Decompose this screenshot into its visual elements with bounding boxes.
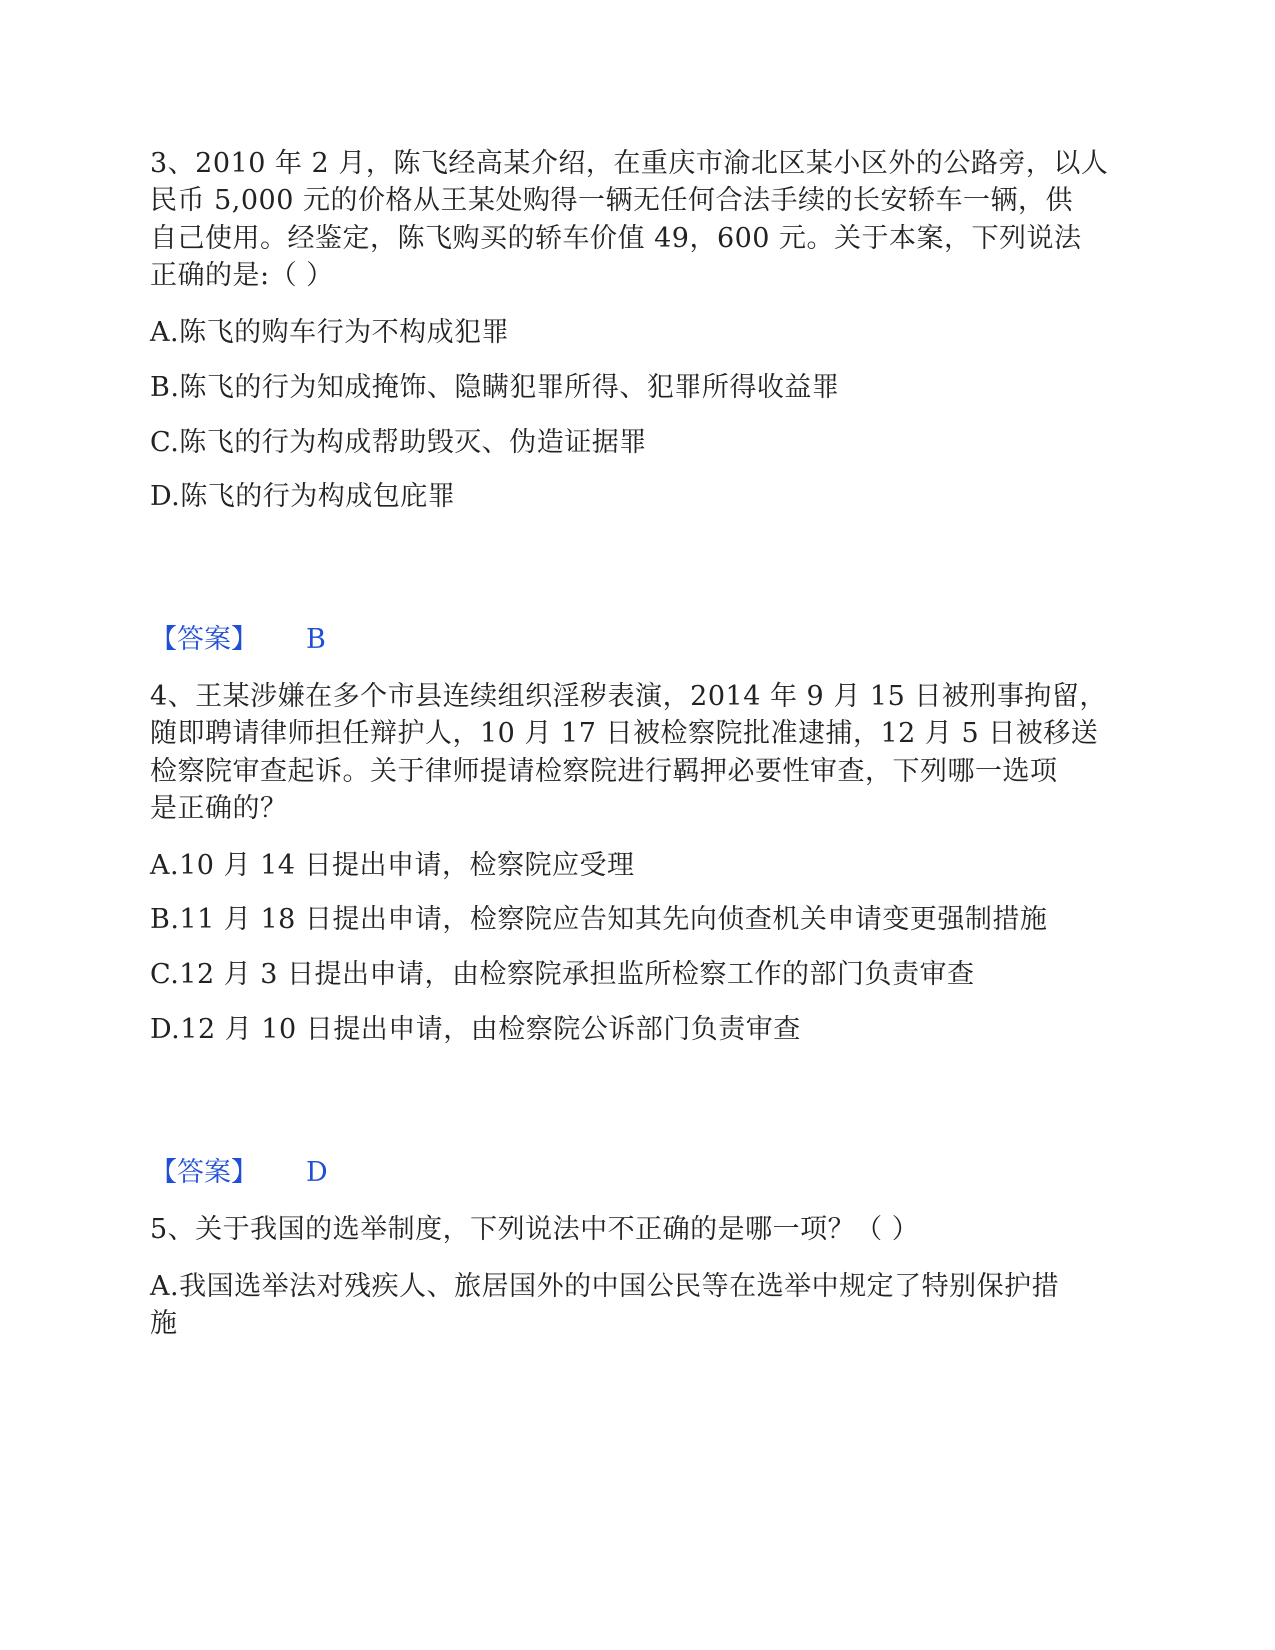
- q4-stem-line-4: 是正确的？: [150, 793, 288, 824]
- answer-tag: 【答案】: [150, 624, 258, 655]
- q5-option-a-line-2: 施: [150, 1308, 178, 1339]
- q4-option-c: C.12 月 3 日提出申请，由检察院承担监所检察工作的部门负责审查: [150, 959, 975, 990]
- q3-stem-line-1: 3、2010 年 2 月，陈飞经高某介绍，在重庆市渝北区某小区外的公路旁，以人: [150, 148, 1109, 179]
- q3-option-d: D.陈飞的行为构成包庇罪: [150, 481, 456, 512]
- q4-option-d: D.12 月 10 日提出申请，由检察院公诉部门负责审查: [150, 1014, 801, 1045]
- q4-answer: [150, 1153, 328, 1193]
- q3-answer: [150, 620, 326, 660]
- q3-stem-line-3: 自己使用。经鉴定，陈飞购买的轿车价值 49，600 元。关于本案，下列说法: [150, 223, 1082, 254]
- answer-value: B: [306, 624, 326, 655]
- q4-stem-line-3: 检察院审查起诉。关于律师提请检察院进行羁押必要性审查，下列哪一选项: [150, 756, 1058, 787]
- q3-option-c: C.陈飞的行为构成帮助毁灭、伪造证据罪: [150, 427, 647, 458]
- q4-option-a: A.10 月 14 日提出申请，检察院应受理: [150, 850, 635, 881]
- q4-option-b: B.11 月 18 日提出申请，检察院应告知其先向侦查机关申请变更强制措施: [150, 904, 1048, 935]
- q3-option-b: B.陈飞的行为知成掩饰、隐瞒犯罪所得、犯罪所得收益罪: [150, 372, 840, 403]
- q4-stem-line-1: 4、王某涉嫌在多个市县连续组织淫秽表演，2014 年 9 月 15 日被刑事拘留，: [150, 681, 1107, 712]
- q3-option-a: A.陈飞的购车行为不构成犯罪: [150, 317, 510, 348]
- q5-option-a-line-1: A.我国选举法对残疾人、旅居国外的中国公民等在选举中规定了特别保护措: [150, 1271, 1060, 1302]
- answer-value: D: [306, 1157, 328, 1188]
- q4-stem-line-2: 随即聘请律师担任辩护人，10 月 17 日被检察院批准逮捕，12 月 5 日被移送: [150, 718, 1099, 749]
- q5-stem-line-1: 5、关于我国的选举制度，下列说法中不正确的是哪一项？（ ）: [150, 1214, 920, 1245]
- q3-stem-line-2: 民币 5,000 元的价格从王某处购得一辆无任何合法手续的长安轿车一辆，供: [150, 185, 1073, 216]
- q3-stem-line-4: 正确的是:（ ）: [150, 260, 334, 291]
- answer-tag: 【答案】: [150, 1157, 258, 1188]
